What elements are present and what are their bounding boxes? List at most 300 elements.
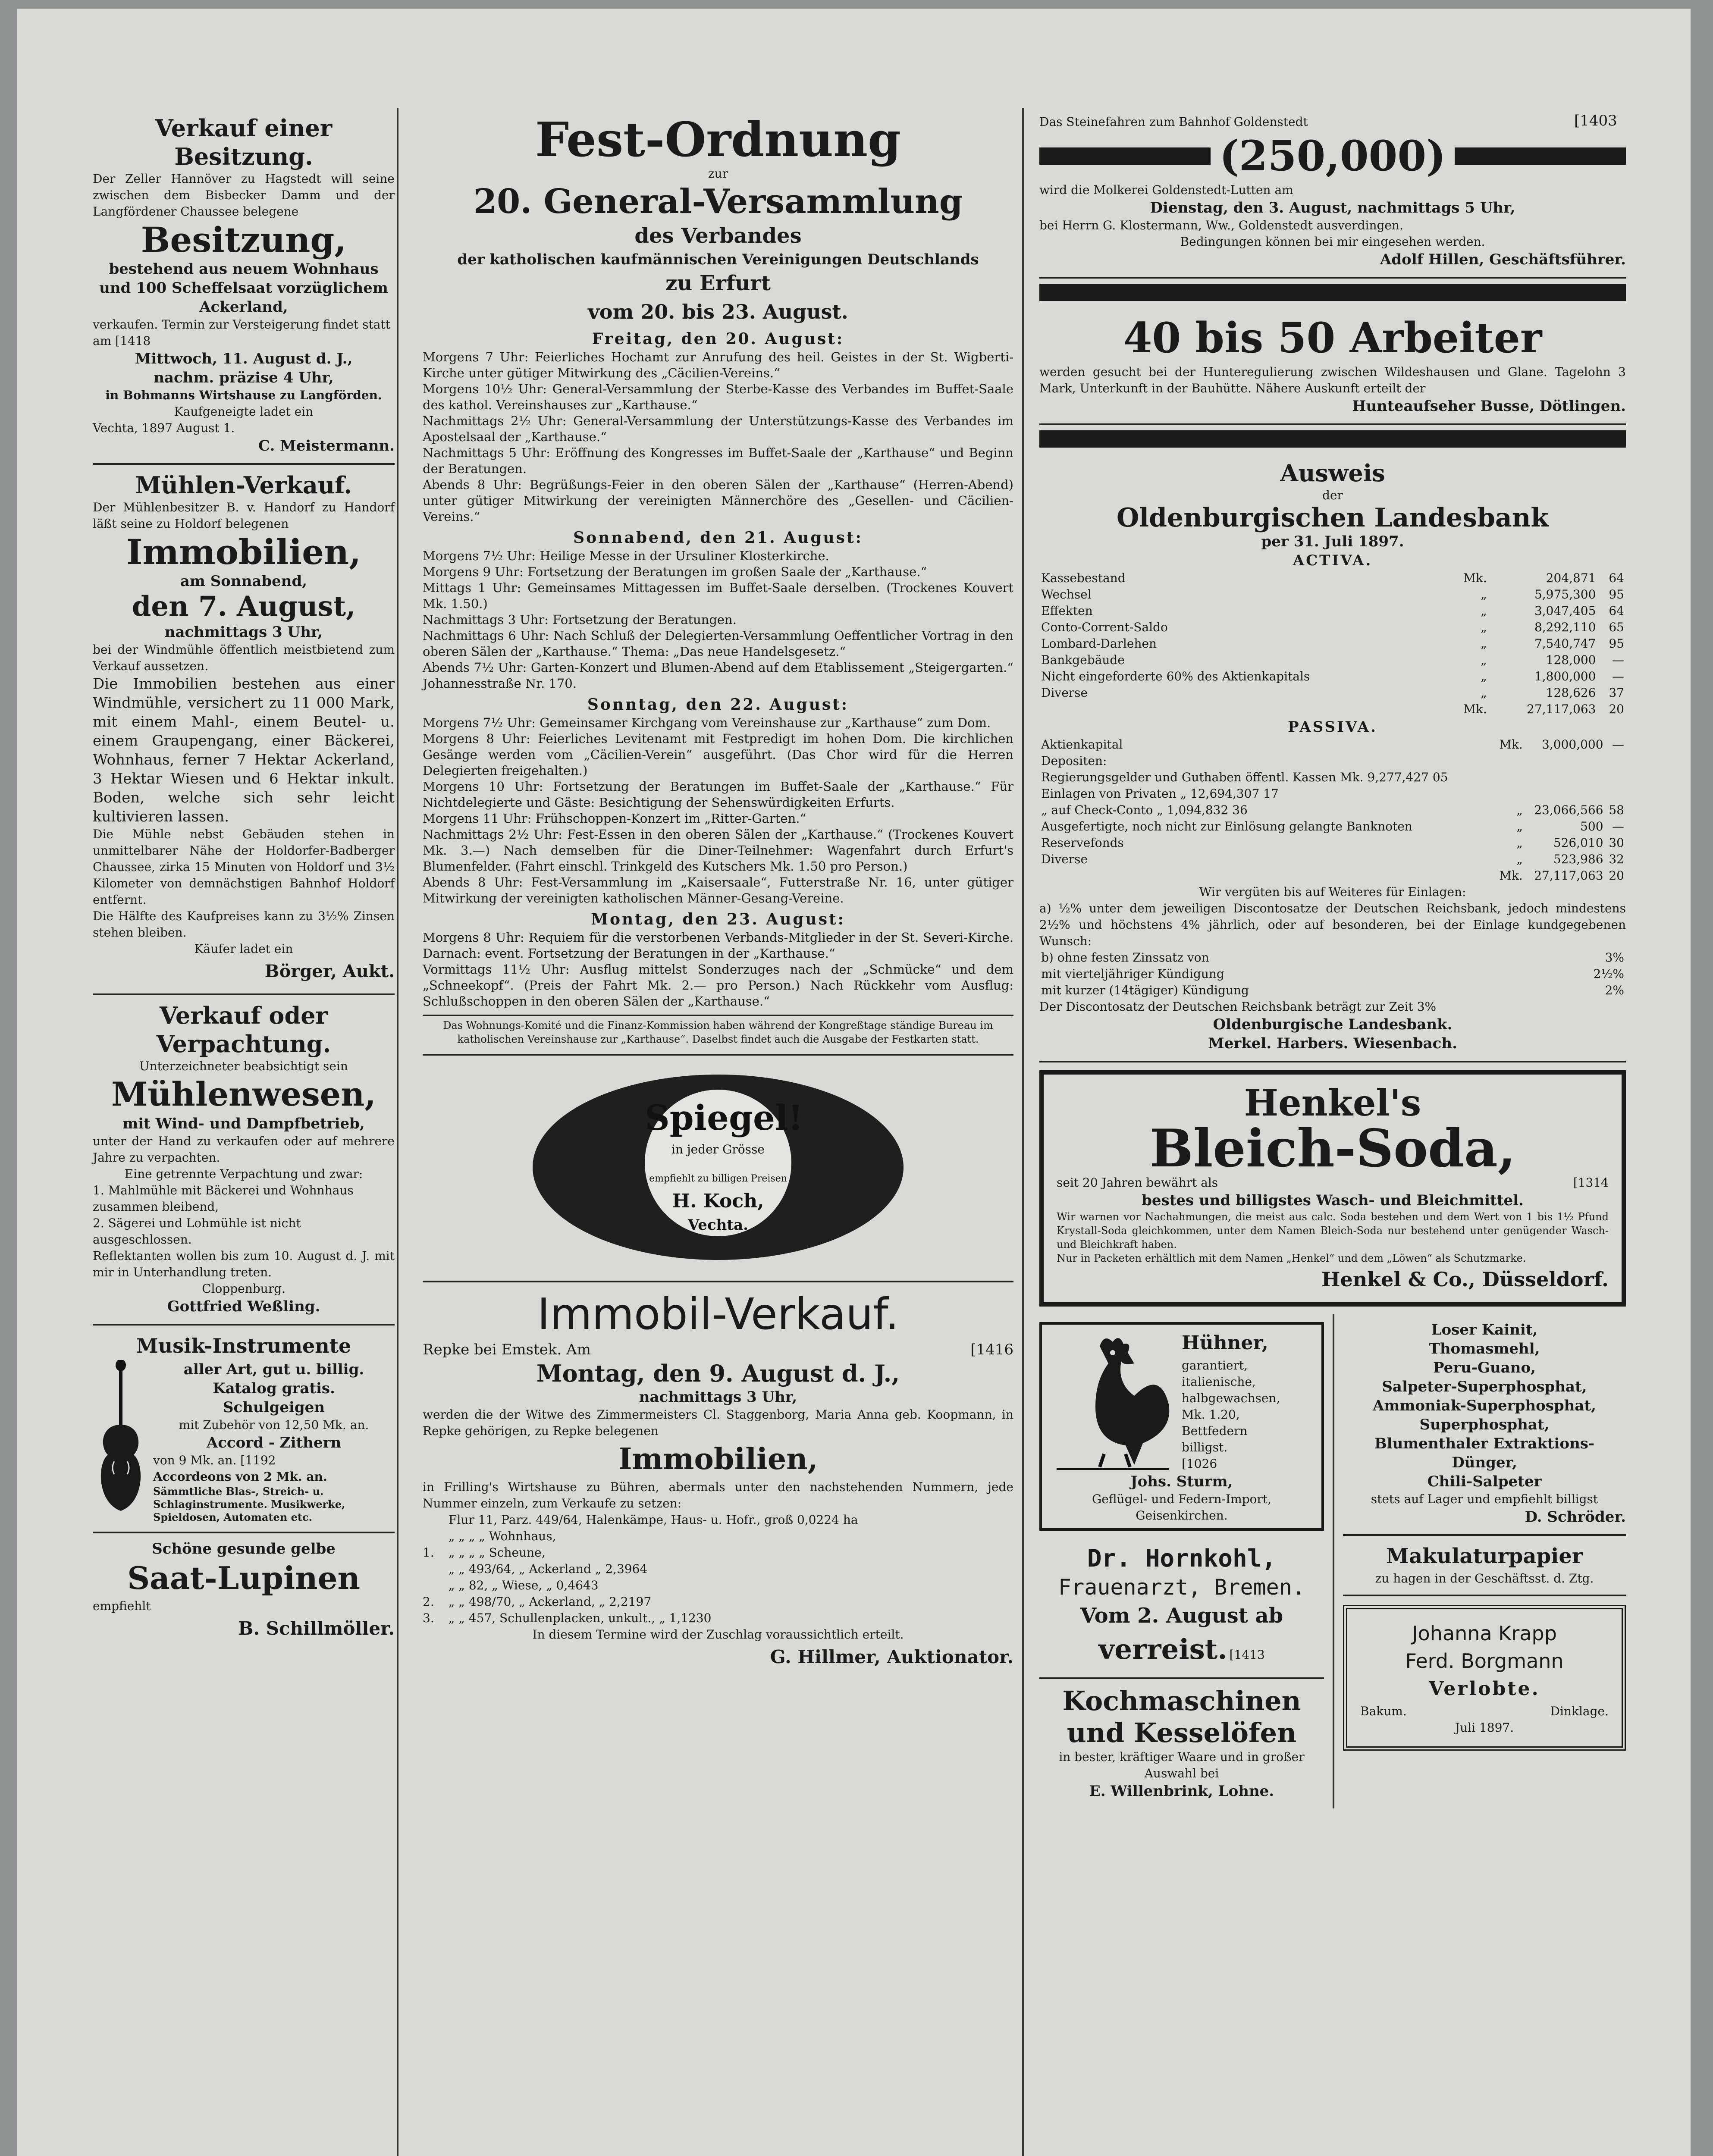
ad-text: In diesem Termine wird der Zuschlag voraussichtlich erteilt.: [532, 1627, 904, 1642]
ad-text: Der Discontosatz der Deutschen Reichsbank beträgt zur Zeit 3%: [1039, 1000, 1437, 1014]
ad-text: Unterzeichneter beabsichtigt sein: [139, 1059, 348, 1073]
row-label: Kassebestand: [1041, 571, 1126, 585]
row-value: 3,000,000: [1542, 737, 1603, 752]
ad-besitzung: [93, 108, 395, 465]
schedule-day: Montag, den 23. August:: [591, 910, 845, 928]
schedule-event: Abends 7½ Uhr: Garten-Konzert und Blumen-Abend auf dem Etablissement „Steigergarten.“ Johannesstraße Nr. 170.: [423, 660, 1013, 691]
parcel-list: [423, 1512, 1013, 1626]
table-row: [1039, 950, 1626, 966]
ad-hornkohl: [1039, 1539, 1324, 1679]
parcel-desc: „ „ „ „ Wohnhaus,: [449, 1529, 556, 1543]
name: Ferd. Borgmann: [1405, 1649, 1564, 1673]
table-row: [1039, 835, 1626, 851]
ad-title: Mühlen-Verkauf.: [135, 471, 352, 499]
list-item: italienische,: [1182, 1375, 1256, 1389]
row-value: 523,986: [1553, 852, 1603, 866]
schedule-event: Morgens 7 Uhr: Feierliches Hochamt zur Anrufung des heil. Geistes in der St. Wigberti-Kirche unter gütiger Mitwirkung des „Cäcilien-Vereins.“: [423, 350, 1013, 380]
schedule-event: Vormittags 11½ Uhr: Ausflug mittelst Sonderzuges nach der „Schmücke“ und dem „Schneekopf“. (Preis der Fahrt Mk. 2.— pro Person.) Nach Rückkehr vom Ausflug: Schlußschoppen in den oberen Sälen der „Karthause.“: [423, 962, 1013, 1009]
ad-headline: Saat-Lupinen: [127, 1560, 360, 1596]
row-label: Conto-Corrent-Saldo: [1041, 620, 1168, 634]
column-rule: [397, 108, 398, 2156]
rate-label: mit vierteljähriger Kündigung: [1041, 967, 1224, 981]
ad-headline: Bleich-Soda,: [1149, 1118, 1516, 1179]
schedule-event: Mittags 1 Uhr: Gemeinsames Mittagessen im Buffet-Saale derselben. (Trockenes Kouvert Mk. 1.50.): [423, 580, 1013, 611]
ad-place: Vechta.: [688, 1216, 748, 1234]
row-currency: Mk.: [1463, 702, 1487, 716]
ad-ref: [1418: [115, 334, 151, 348]
ad-signature: H. Koch,: [672, 1190, 764, 1212]
ad-headline: Kochmaschinen und Kesselöfen: [1062, 1685, 1301, 1749]
section-heading: PASSIVA.: [1288, 718, 1377, 736]
ad-signature: Börger, Aukt.: [264, 961, 395, 981]
row-currency: „: [1516, 819, 1523, 834]
row-value: 128,000: [1546, 653, 1596, 667]
ad-signature: Gottfried Weßling.: [167, 1298, 320, 1315]
row-currency: „: [1481, 653, 1487, 667]
ad-signature: G. Hillmer, Auktionator.: [770, 1646, 1013, 1667]
ad-text: Kaufgeneigte ladet ein: [174, 404, 314, 419]
ad-duenger: [1343, 1314, 1626, 1536]
festordnung: [423, 108, 1013, 1056]
ad-signature: Johs. Sturm,: [1130, 1473, 1233, 1490]
ad-place: Dinklage.: [1550, 1704, 1609, 1718]
ad-ref: [1192: [240, 1453, 276, 1467]
ad-headline: Besitzung,: [141, 219, 347, 260]
list-item: 2. Sägerei und Lohmühle ist nicht ausgeschlossen.: [93, 1216, 301, 1247]
ad-place: Cloppenburg.: [202, 1282, 286, 1296]
parcel-number: 2.: [423, 1595, 434, 1609]
ad-text: der: [1322, 488, 1343, 502]
row-split: [1039, 1314, 1626, 1808]
ad-text: Reflektanten wollen bis zum 10. August d. J. mit mir in Unterhandlung treten.: [93, 1249, 395, 1279]
row-currency: „: [1516, 852, 1523, 866]
row-currency: [1494, 769, 1524, 786]
ad-place: Bakum.: [1360, 1704, 1407, 1718]
row-pfennig: —: [1612, 819, 1624, 834]
row-pfennig: —: [1612, 669, 1624, 683]
ad-place: in Bohmanns Wirtshause zu Langförden.: [105, 388, 382, 402]
ad-signature: Henkel & Co., Düsseldorf.: [1321, 1268, 1609, 1291]
ad-muehlen-verkauf: [93, 465, 395, 995]
ad-arbeiter: [1039, 306, 1626, 425]
schedule-day: Sonntag, den 22. August:: [587, 696, 849, 714]
row-pfennig: 95: [1609, 587, 1624, 602]
ad-huehner: [1039, 1322, 1324, 1531]
row-label: Ausgefertigte, noch nicht zur Einlösung gelangte Banknoten: [1041, 819, 1412, 834]
row-label: Depositen:: [1041, 754, 1107, 768]
parcel-desc: „ „ 498/70, „ Ackerland, „ 2,2197: [449, 1595, 652, 1609]
ad-signature: E. Willenbrink, Lohne.: [1089, 1783, 1274, 1800]
list: [1182, 1357, 1315, 1456]
row-pfennig: 20: [1609, 702, 1624, 716]
ad-headline: 20. General-Versammlung: [473, 182, 963, 221]
rooster-icon: [1048, 1329, 1177, 1471]
parcel-number: [423, 1561, 449, 1577]
ad-signature: D. Schröder.: [1525, 1508, 1626, 1526]
ad-headline: Makulaturpapier: [1386, 1544, 1583, 1568]
parcel-row: [423, 1594, 1013, 1610]
ad-date: Dienstag, den 3. August, nachmittags 5 Uhr,: [1150, 199, 1515, 216]
ad-title: Hühner,: [1182, 1332, 1268, 1354]
table-row: [1039, 668, 1626, 685]
table-row: [1039, 636, 1626, 652]
table-row: [1039, 736, 1626, 753]
row-currency: „: [1481, 620, 1487, 634]
ad-text: zur: [708, 166, 728, 181]
column-right: [1039, 108, 1626, 1808]
mirror-inner: [645, 1090, 803, 1236]
row-value: 526,010: [1553, 836, 1603, 850]
ad-text: werden die der Witwe des Zimmermeisters Cl. Staggenborg, Maria Anna geb. Koopmann, in Repke gehörigen, zu Repke belegenen: [423, 1407, 1013, 1438]
ad-date: den 7. August,: [132, 590, 356, 623]
name: Johanna Krapp: [1412, 1622, 1557, 1645]
row-currency: „: [1481, 587, 1487, 602]
ad-title: Musik-Instrumente: [136, 1334, 351, 1357]
row-value: 128,626: [1546, 686, 1596, 700]
row-pfennig: 95: [1609, 636, 1624, 651]
ad-signature: Hunteaufseher Busse, Dötlingen.: [1352, 398, 1626, 415]
ad-signature: B. Schillmöller.: [238, 1618, 395, 1639]
row-label: Lombard-Darlehen: [1041, 636, 1157, 651]
ad-verlobte: [1343, 1605, 1626, 1751]
rate-value: 2%: [1605, 983, 1624, 997]
parcel-row: [423, 1545, 1013, 1561]
row-pfennig: 30: [1609, 836, 1624, 850]
schedule-event: Morgens 7½ Uhr: Heilige Messe in der Ursuliner Klosterkirche.: [423, 548, 829, 563]
ad-title: Henkel's: [1244, 1081, 1421, 1124]
ad-text: Bedingungen können bei mir eingesehen werden.: [1180, 235, 1485, 249]
ad-henkel: [1039, 1070, 1626, 1307]
section-heading: ACTIVA.: [1293, 552, 1373, 569]
row-label: „ auf Check-Conto „ 1,094,832 36: [1041, 803, 1248, 817]
row-label: Einlagen von Privaten „ 12,694,307 17: [1041, 787, 1279, 801]
page-number: [1403: [1574, 112, 1617, 129]
decor-bar: [1455, 147, 1626, 165]
ad-text: Käufer ladet ein: [194, 942, 293, 956]
schedule-event: Morgens 7½ Uhr: Gemeinsamer Kirchgang vom Vereinshause zur „Karthause“ zum Dom.: [423, 715, 991, 730]
schedule-event: Nachmittags 2½ Uhr: Fest-Essen in den oberen Sälen der „Karthause.“ (Trockenes Kouvert Mk. 3.—) Nach demselben für die Diner-Teilnehmer: Wagenfahrt durch Erfurt's Blumenfelder. (Fahrt einschl. Trinkgeld des Kutschers Mk. 1.50 pro Person.): [423, 827, 1013, 874]
schedule: [423, 329, 1013, 1009]
ad-spiegel: [423, 1056, 1013, 1282]
activa-table: [1039, 570, 1626, 718]
newspaper-page: [17, 9, 1691, 2156]
row-value: 500: [1580, 819, 1603, 834]
decor-bar: [1039, 147, 1211, 165]
ad-date: Vom 2. August ab: [1080, 1604, 1283, 1628]
ad-headline: Mühlenwesen,: [111, 1075, 376, 1113]
ad-steinefahren: [1039, 108, 1626, 279]
ad-signature: C. Meistermann.: [258, 437, 395, 454]
left-stack: [1039, 1314, 1324, 1808]
table-row: [1039, 982, 1626, 999]
row-value: [1525, 769, 1605, 786]
list-item: billigst.: [1182, 1440, 1228, 1454]
ad-time: nachm. präzise 4 Uhr,: [154, 369, 334, 386]
ad-text: der katholischen kaufmännischen Vereinigungen Deutschlands: [457, 251, 979, 268]
list-item: Chili-Salpeter: [1427, 1473, 1542, 1490]
row-label: Effekten: [1041, 604, 1093, 618]
ad-headline: (250,000): [1219, 132, 1446, 180]
row-pfennig: 64: [1609, 571, 1624, 585]
ad-text: wird die Molkerei Goldenstedt-Lutten am: [1039, 183, 1293, 197]
row-label: Aktienkapital: [1041, 737, 1123, 752]
ad-day: am Sonnabend,: [180, 573, 307, 590]
parcel-number: [423, 1528, 449, 1545]
ad-text: stets auf Lager und empfiehlt billigst: [1371, 1492, 1598, 1506]
ad-text: zu hagen in der Geschäftsst. d. Ztg.: [1375, 1571, 1594, 1586]
ad-text: bestes und billigstes Wasch- und Bleichmittel.: [1142, 1192, 1524, 1209]
row-currency: „: [1481, 669, 1487, 683]
column-rule: [1022, 108, 1024, 2156]
ad-time: nachmittags 3 Uhr,: [639, 1388, 797, 1406]
rate-label: b) ohne festen Zinssatz von: [1041, 950, 1209, 965]
ad-text: in Frilling's Wirtshause zu Bühren, abermals unter den nachstehenden Nummern, jede Nummer einzeln, zum Verkaufe zu setzen:: [423, 1480, 1013, 1510]
ad-text: Schöne gesunde gelbe: [152, 1540, 336, 1557]
ad-headline: verreist.: [1098, 1633, 1227, 1666]
ad-place: Vechta, 1897 August 1.: [93, 421, 235, 435]
row-value: 27,117,063: [1534, 868, 1603, 883]
table-row: [1039, 685, 1626, 701]
ad-headline: Verlobte.: [1429, 1678, 1540, 1700]
schedule-event: Morgens 10 Uhr: Fortsetzung der Beratungen im Buffet-Saale der „Karthause.“ Für Nichtdelegierte und Gäste: Besichtigung der Sehenswürdigkeiten Erfurts.: [423, 779, 1013, 810]
ad-text: bestehend aus neuem Wohnhaus und 100 Scheffelsaat vorzüglichem Ackerland,: [99, 260, 388, 316]
ad-text: des Verbandes: [634, 224, 802, 248]
row-currency: Mk.: [1463, 571, 1487, 585]
table-row: [1039, 619, 1626, 636]
list-item: Loser Kainit,: [1431, 1321, 1538, 1338]
ad-immobil-verkauf: [423, 1282, 1013, 1679]
ad-headline: Spiegel!: [645, 1097, 803, 1138]
row-pfennig: [1605, 753, 1626, 769]
row-currency: „: [1481, 604, 1487, 618]
parcel-number: [423, 1577, 449, 1594]
row-pfennig: 20: [1609, 868, 1624, 883]
table-row: [1039, 818, 1626, 835]
violin-icon: [93, 1360, 149, 1524]
column-left: [93, 108, 395, 1651]
rate-value: 3%: [1605, 950, 1624, 965]
row-value: 5,975,300: [1534, 587, 1596, 602]
schedule-event: Morgens 11 Uhr: Frühschoppen-Konzert im „Ritter-Garten.“: [423, 811, 806, 826]
row-value: 1,800,000: [1534, 669, 1596, 683]
table-row: [1039, 701, 1626, 718]
passiva-table: [1039, 736, 1626, 884]
ad-text: Wir warnen vor Nachahmungen, die meist aus calc. Soda bestehen und dem Wert von 1 bis 1½ Pfund Krystall-Soda gleichkommen, unter dem Namen Bleich-Soda nur bestehend unter genügender Wasch- und Bleichkraft haben.: [1057, 1211, 1609, 1250]
list-item: Thomasmehl,: [1429, 1340, 1540, 1357]
ad-text: Die Hälfte des Kaufpreises kann zu 3½% Zinsen stehen bleiben.: [93, 909, 395, 940]
row-label: Nicht eingeforderte 60% des Aktienkapitals: [1041, 669, 1310, 683]
row-label: Regierungsgelder und Guthaben öffentl. Kassen Mk. 9,277,427 05: [1041, 770, 1448, 784]
ad-signature: Merkel. Harbers. Wiesenbach.: [1208, 1035, 1457, 1052]
ad-text: Der Zeller Hannöver zu Hagstedt will seine zwischen dem Bisbecker Damm und der Langfördener Chaussee belegene: [93, 172, 395, 219]
list-item: Peru-Guano,: [1433, 1359, 1536, 1376]
ad-text: Geflügel- und Federn-Import,: [1092, 1492, 1272, 1506]
ad-text: Das Wohnungs-Komité und die Finanz-Kommission haben während der Kongreßtage ständige Bureau im katholischen Vereinshause zur „Karthause“. Daselbst findet auch die Ausgabe der Festkarten statt.: [423, 1015, 1013, 1046]
column-middle: [423, 108, 1013, 1679]
ad-date: Juli 1897.: [1455, 1720, 1514, 1735]
ad-title: Verkauf oder Verpachtung.: [156, 1002, 331, 1058]
ad-text: Wir vergüten bis auf Weiteres für Einlagen:: [1199, 885, 1466, 899]
row-currency: „: [1516, 836, 1523, 850]
ad-date: Montag, den 9. August d. J.,: [536, 1360, 900, 1387]
ad-ref: [1314: [1573, 1175, 1609, 1190]
schedule-event: Nachmittags 3 Uhr: Fortsetzung der Beratungen.: [423, 612, 737, 627]
mirror-oval: [533, 1075, 904, 1260]
decor-bar: [1039, 430, 1626, 448]
row-label: [1039, 868, 1494, 884]
ad-text: Accordeons von 2 Mk. an.: [153, 1470, 327, 1484]
parcel-number: [423, 1512, 449, 1528]
row-value: 8,292,110: [1534, 620, 1596, 634]
row-label: [1039, 701, 1448, 718]
parcel-desc: Flur 11, Parz. 449/64, Halenkämpe, Haus- u. Hofr., groß 0,0224 ha: [449, 1513, 858, 1527]
ad-title: Immobil-Verkauf.: [537, 1289, 899, 1339]
row-pfennig: —: [1612, 653, 1624, 667]
ad-text: Frauenarzt, Bremen.: [1058, 1575, 1305, 1600]
row-label: Bankgebäude: [1041, 653, 1125, 667]
table-row: [1039, 570, 1626, 586]
ad-text: Die Mühle nebst Gebäuden stehen in unmittelbarer Nähe der Holdorfer-Badberger Chaussee, zirka 15 Minuten von Holdorf und 3½ Kilometer von demnächstigen Bahnhof Holdorf entfernt.: [93, 827, 395, 907]
list: [1343, 1320, 1626, 1491]
schedule-event: Nachmittags 5 Uhr: Eröffnung des Kongresses im Buffet-Saale der „Karthause“ und Beginn der Beratungen.: [423, 445, 1013, 476]
schedule-event: Morgens 10½ Uhr: General-Versammlung der Sterbe-Kasse des Verbandes im Buffet-Saale des kathol. Vereinshauses zur „Karthause.“: [423, 382, 1013, 412]
ad-text: mit Zubehör von 12,50 Mk. an.: [179, 1418, 369, 1432]
row-currency: „: [1481, 686, 1487, 700]
ad-title: Fest-Ordnung: [535, 112, 901, 167]
table-row: [1039, 586, 1626, 603]
ad-text: in bester, kräftiger Waare und in großer Auswahl bei: [1059, 1750, 1305, 1780]
ad-signature: Oldenburgische Landesbank.: [1213, 1016, 1453, 1033]
schedule-event: Morgens 8 Uhr: Feierliches Levitenamt mit Festpredigt im hohen Dom. Die kirchlichen Gesänge werden vom „Cäcilien-Verein“ ausgeführt. (Das Chor wird für die Herren Delegierten freigehalten.): [423, 731, 1013, 778]
parcel-desc: „ „ 457, Schullenplacken, unkult., „ 1,1230: [449, 1611, 712, 1625]
parcel-number: 3.: [423, 1611, 434, 1625]
row-pfennig: 37: [1609, 686, 1624, 700]
ad-text: unter der Hand zu verkaufen oder auf mehrere Jahre zu verpachten.: [93, 1134, 395, 1165]
parcel-desc: „ „ „ „ Scheune,: [449, 1545, 546, 1560]
right-stack: [1343, 1314, 1626, 1808]
rates-table: [1039, 950, 1626, 999]
ad-date: Mittwoch, 11. August d. J.,: [135, 350, 353, 367]
ad-headline: 40 bis 50 Arbeiter: [1123, 313, 1542, 362]
list-item: Salpeter-Superphosphat,: [1382, 1378, 1587, 1395]
ad-headline: Dr. Hornkohl,: [1087, 1545, 1277, 1573]
ad-text: Sämmtliche Blas-, Streich- u. Schlaginstrumente. Musikwerke, Spieldosen, Automaten etc.: [153, 1485, 345, 1523]
schedule-day: Freitag, den 20. August:: [592, 330, 844, 348]
table-row: [1039, 652, 1626, 668]
ad-date: per 31. Juli 1897.: [1261, 533, 1404, 550]
ad-text: Das Steinefahren zum Bahnhof Goldenstedt: [1039, 115, 1308, 129]
ad-headline: Oldenburgischen Landesbank: [1117, 503, 1549, 533]
ad-ref: [1413: [1229, 1648, 1265, 1662]
ad-place: zu Erfurt: [665, 271, 771, 295]
row-label: Reservefonds: [1041, 836, 1124, 850]
schedule-day: Sonnabend, den 21. August:: [573, 529, 863, 547]
ad-signature: Adolf Hillen, Geschäftsführer.: [1380, 251, 1626, 268]
parcel-row: [423, 1610, 1013, 1626]
schedule-event: Nachmittags 6 Uhr: Nach Schluß der Delegierten-Versammlung Oeffentlicher Vortrag in den oberen Sälen der „Karthause.“ Thema: „Das neue Handelsgesetz.“: [423, 628, 1013, 659]
table-row: [1039, 769, 1626, 786]
row-value: 7,540,747: [1534, 636, 1596, 651]
row-pfennig: [1605, 769, 1626, 786]
ad-place: Geisenkirchen.: [1136, 1508, 1228, 1523]
ad-place: Repke bei Emstek. Am: [423, 1341, 591, 1358]
table-row: [1039, 753, 1626, 769]
list-item: Blumenthaler Extraktions-Dünger,: [1374, 1435, 1595, 1471]
ad-text: Der Mühlenbesitzer B. v. Handorf zu Handorf läßt seine zu Holdorf belegenen: [93, 500, 395, 531]
parcel-row: [423, 1512, 1013, 1528]
ad-subtitle: mit Wind- und Dampfbetrieb,: [122, 1115, 365, 1132]
row-currency: [1494, 753, 1524, 769]
ad-ausweis: [1039, 453, 1626, 1062]
rate-value: 2½%: [1593, 967, 1624, 981]
row-pfennig: 58: [1609, 803, 1624, 817]
column-rule: [1333, 1314, 1334, 1808]
row-value: [1525, 786, 1605, 802]
ad-kochmaschinen: [1039, 1679, 1324, 1808]
ad-text: in jeder Grösse: [671, 1142, 765, 1156]
ad-text: Nur in Packeten erhältlich mit dem Namen „Henkel“ und dem „Löwen“ als Schutzmarke.: [1057, 1252, 1526, 1264]
ad-headline: Immobilien,: [618, 1442, 818, 1476]
parcel-desc: „ „ 82, „ Wiese, „ 0,4643: [449, 1578, 599, 1592]
list-item: halbgewachsen,: [1182, 1391, 1280, 1405]
ad-title: Verkauf einer Besitzung.: [155, 114, 333, 170]
row-pfennig: 32: [1609, 852, 1624, 866]
ad-text: Accord - Zithern: [206, 1434, 342, 1451]
schedule-event: Nachmittags 2½ Uhr: General-Versammlung der Unterstützungs-Kasse des Verbandes im Apostelsaal der „Karthause.“: [423, 414, 1013, 444]
row-label: Diverse: [1041, 686, 1088, 700]
ad-text: bei Herrn G. Klostermann, Ww., Goldenstedt ausverdingen.: [1039, 218, 1403, 232]
list-item: Ammoniak-Superphosphat,: [1373, 1397, 1596, 1414]
list-item: Mk. 1.20,: [1182, 1407, 1240, 1422]
row-pfennig: 65: [1609, 620, 1624, 634]
table-row: [1039, 603, 1626, 619]
row-currency: Mk.: [1499, 737, 1523, 752]
ad-ref: [1026: [1182, 1457, 1217, 1471]
schedule-event: Morgens 9 Uhr: Fortsetzung der Beratungen im großen Saale der „Karthause.“: [423, 564, 927, 579]
ad-text: Schulgeigen: [223, 1399, 325, 1416]
ad-ref: [1416: [970, 1341, 1013, 1358]
ad-makulatur: [1343, 1536, 1626, 1596]
parcel-number: 1.: [423, 1545, 434, 1560]
ad-text: bei der Windmühle öffentlich meistbietend zum Verkauf aussetzen.: [93, 642, 395, 673]
row-value: [1525, 753, 1605, 769]
ad-title: Ausweis: [1280, 459, 1385, 487]
ad-headline: Immobilien,: [126, 532, 361, 572]
decor-bar: [1039, 284, 1626, 301]
ad-text: seit 20 Jahren bewährt als: [1057, 1175, 1218, 1190]
table-row: [1039, 868, 1626, 884]
row-value: 3,047,405: [1534, 604, 1596, 618]
parcel-desc: „ „ 493/64, „ Ackerland „ 2,3964: [449, 1562, 648, 1576]
table-row: [1039, 966, 1626, 982]
parcel-row: [423, 1528, 1013, 1545]
ad-subtitle: aller Art, gut u. billig.: [183, 1361, 364, 1378]
row-currency: „: [1516, 803, 1523, 817]
rate-label: mit kurzer (14tägiger) Kündigung: [1041, 983, 1249, 997]
ad-text: empfiehlt: [93, 1599, 151, 1613]
table-row: [1039, 802, 1626, 818]
row-label: Wechsel: [1041, 587, 1092, 602]
ad-text: Eine getrennte Verpachtung und zwar:: [124, 1167, 363, 1181]
row-currency: „: [1481, 636, 1487, 651]
list-item: garantiert,: [1182, 1358, 1248, 1373]
schedule-event: Abends 8 Uhr: Begrüßungs-Feier in den oberen Sälen der „Karthause“ (Herren-Abend) unter gütiger Mitwirkung der vereinigten Männerchöre des „Gesellen- und Cäcilien-Vereins.“: [423, 477, 1013, 524]
list-item: Superphosphat,: [1419, 1416, 1550, 1433]
ad-text: von 9 Mk. an.: [153, 1453, 237, 1467]
list-item: Bettfedern: [1182, 1424, 1248, 1438]
ad-text: verkaufen. Termin zur Versteigerung findet statt am: [93, 317, 390, 348]
parcel-row: [423, 1561, 1013, 1577]
